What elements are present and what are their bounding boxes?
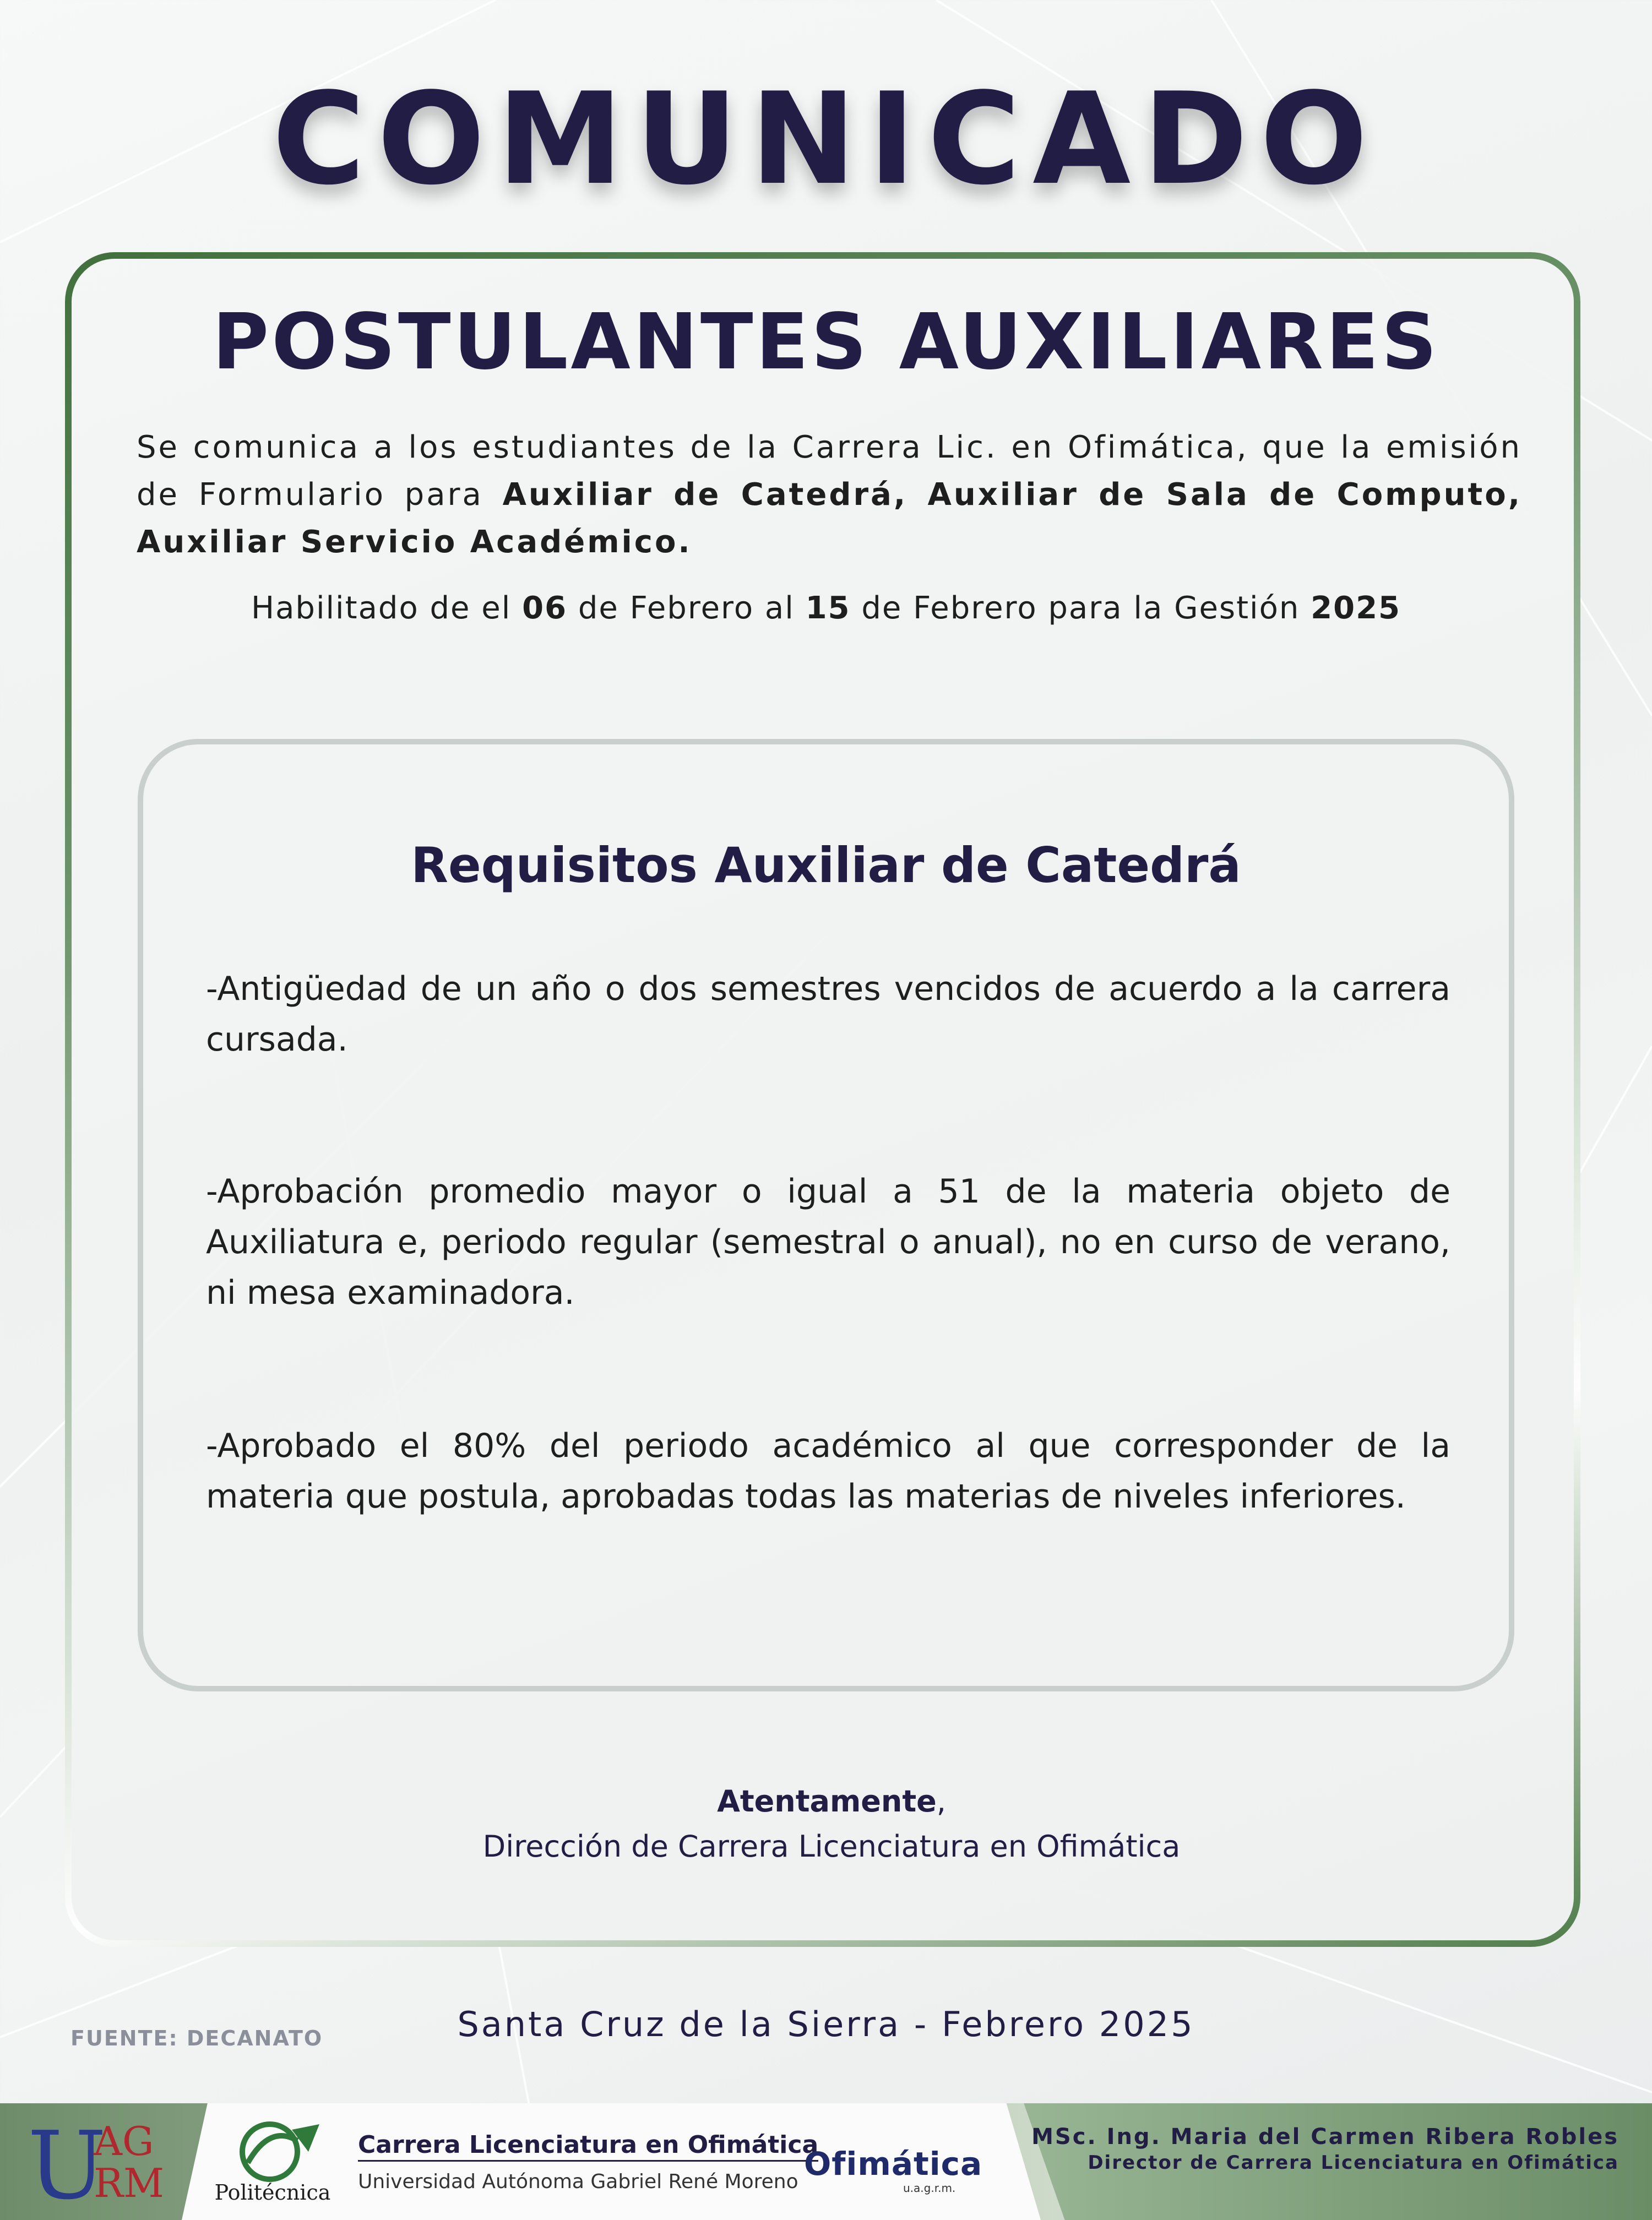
- politecnica-label: Politécnica: [214, 2180, 331, 2205]
- closing-signer: Dirección de Carrera Licenciatura en Ofimática: [482, 1829, 1181, 1864]
- requirement-item: -Aprobación promedio mayor o igual a 51 de la materia objeto de Auxiliatura e, periodo regular (semestral o anual), no en curso de verano, ni mesa examinadora.: [206, 1172, 1450, 1312]
- source-label: FUENTE: DECANATO: [70, 2026, 323, 2050]
- salutation: Atentamente: [717, 1784, 937, 1819]
- logo-ag: AG: [94, 2118, 154, 2164]
- logo-u: U: [28, 2115, 107, 2209]
- closing-salutation: [0, 1784, 1652, 1819]
- notice-subtitle: POSTULANTES AUXILIARES: [212, 297, 1440, 387]
- ofimatica-logo: Ofimática: [804, 2145, 983, 2183]
- intro-text: Se comunica a los estudiantes de la Carrera Lic. en Ofimática, que la emisión de Formulario para: [137, 429, 1522, 513]
- notice-intro: [137, 424, 1522, 566]
- career-name: Carrera Licenciatura en Ofimática: [358, 2131, 818, 2162]
- place-date: Santa Cruz de la Sierra - Febrero 2025: [457, 2004, 1195, 2044]
- requirement-item: -Antigüedad de un año o dos semestres vencidos de acuerdo a la carrera cursada.: [206, 970, 1450, 1059]
- requirement-item: -Aprobado el 80% del periodo académico al que corresponder de la materia que postula, aprobadas todas las materias de niveles inferiores.: [206, 1427, 1450, 1516]
- notice-dates: [0, 590, 1652, 626]
- dates-text-1: Habilitado de el: [251, 590, 523, 626]
- management-year: 2025: [1311, 590, 1401, 626]
- director-name: MSc. Ing. Maria del Carmen Ribera Robles: [1031, 2124, 1619, 2150]
- salutation-comma: ,: [936, 1784, 946, 1819]
- dates-text-3: de Febrero para la Gestión: [850, 590, 1311, 626]
- intro-positions: Auxiliar de Catedrá, Auxiliar de Sala de Computo, Auxiliar Servicio Académico.: [137, 477, 1522, 560]
- university-name: Universidad Autónoma Gabriel René Moreno: [358, 2170, 798, 2193]
- end-day: 15: [805, 590, 851, 626]
- director-role: Director de Carrera Licenciatura en Ofimática: [1088, 2152, 1619, 2174]
- start-day: 06: [522, 590, 568, 626]
- logo-rm: RM: [94, 2160, 164, 2206]
- ofimatica-logo-sub: u.a.g.r.m.: [903, 2181, 956, 2195]
- dates-text-2: de Febrero al: [567, 590, 806, 626]
- requirements-title: Requisitos Auxiliar de Catedrá: [411, 837, 1241, 894]
- page-title: COMUNICADO: [272, 66, 1380, 213]
- uagrm-logo: [28, 2115, 176, 2209]
